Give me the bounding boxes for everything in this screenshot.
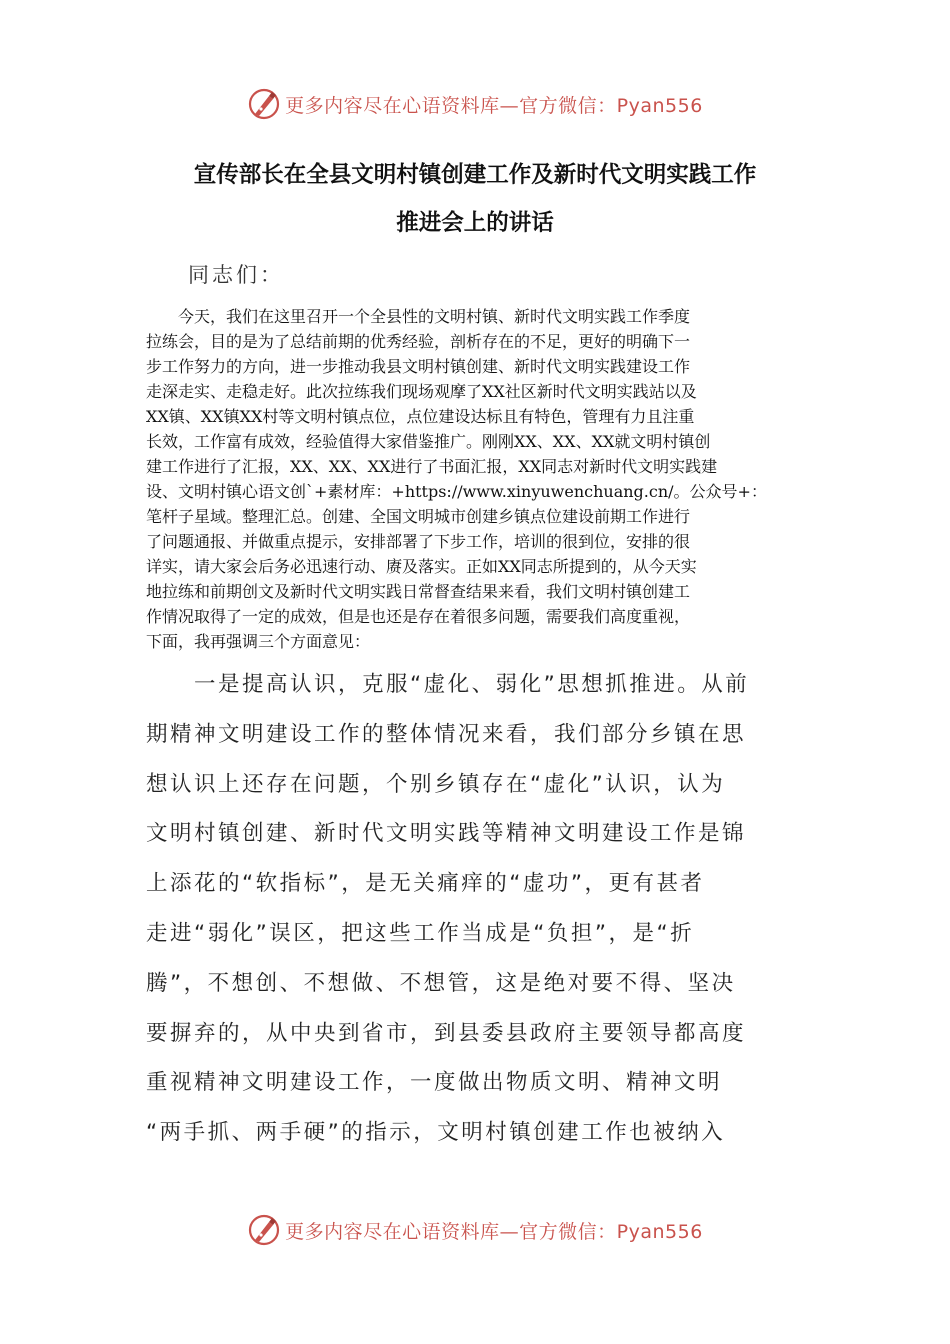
intro-line: 详实，请大家会后务必迅速行动、赓及落实。正如XX同志所提到的，从今天实 [146,557,697,576]
intro-line: 地拉练和前期创文及新时代文明实践日常督查结果来看，我们文明村镇创建工 [146,582,691,601]
intro-line: 今天，我们在这里召开一个全县性的文明村镇、新时代文明实践工作季度 [146,307,691,326]
intro-line: 作情况取得了一定的成效，但是也还是存在着很多问题，需要我们高度重视， [146,607,691,626]
intro-line: 长效，工作富有成效，经验值得大家借鉴推广。刚刚XX、XX、XX就文明村镇创 [146,432,711,451]
document-title-line-2: 推进会上的讲话 [396,210,554,236]
body-line: “两手抓、两手硬”的指示，文明村镇创建工作也被纳入 [146,1120,726,1146]
pen-nib-circle-icon [247,87,281,121]
body-line: 一是提高认识，克服“虚化、弱化”思想抓推进。从前 [146,672,750,697]
banner-text: 更多内容尽在心语资料库—官方微信：Pyan556 [285,94,703,117]
document-title-line-1: 宣传部长在全县文明村镇创建工作及新时代文明实践工作 [193,162,757,188]
body-line: 腾”，不想创、不想做、不想管，这是绝对要不得、坚决 [146,970,736,996]
intro-line: 设、文明村镇心语文创`+素材库：+https://www.xinyuwenchuang.cn/。公众号+： [146,482,767,501]
intro-line: 笔杆子星域。整理汇总。创建、全国文明城市创建乡镇点位建设前期工作进行 [146,507,691,526]
banner-account: Pyan556 [616,1220,703,1243]
body-line: 想认识上还存在问题，个别乡镇存在“虚化”认识，认为 [146,771,726,797]
body-line: 要摒弃的，从中央到省市，到县委县政府主要领导都高度 [146,1020,747,1046]
banner-account: Pyan556 [616,94,703,117]
intro-line: 走深走实、走稳走好。此次拉练我们现场观摩了XX社区新时代文明实践站以及 [146,382,697,401]
body-line: 文明村镇创建、新时代文明实践等精神文明建设工作是锦 [146,821,747,847]
intro-line: 步工作努力的方向，进一步推动我县文明村镇创建、新时代文明实践建设工作 [146,357,691,376]
intro-line: XX镇、XX镇XX村等文明村镇点位，点位建设达标且有特色，管理有力且注重 [146,407,695,426]
body-line: 走进“弱化”误区，把这些工作当成是“负担”，是“折 [146,920,695,946]
body-line: 上添花的“软指标”，是无关痛痒的“虚功”，更有甚者 [146,871,705,897]
header-banner [0,84,950,124]
intro-line: 拉练会，目的是为了总结前期的优秀经验，剖析存在的不足，更好的明确下一 [146,332,691,351]
intro-line: 了问题通报、并做重点提示，安排部署了下步工作，培训的很到位，安排的很 [146,532,691,551]
intro-paragraph [146,304,806,654]
body-line: 重视精神文明建设工作，一度做出物质文明、精神文明 [146,1070,723,1096]
body-line: 期精神文明建设工作的整体情况来看，我们部分乡镇在思 [146,721,747,747]
point-one-paragraph [146,660,806,1158]
pen-nib-circle-icon [247,1213,281,1247]
intro-line: 下面，我再强调三个方面意见： [146,632,371,651]
banner-text: 更多内容尽在心语资料库—官方微信：Pyan556 [285,1220,703,1243]
salutation: 同志们： [188,263,284,287]
intro-line: 建工作进行了汇报，XX、XX、XX进行了书面汇报，XX同志对新时代文明实践建 [146,457,718,476]
footer-banner [0,1210,950,1250]
